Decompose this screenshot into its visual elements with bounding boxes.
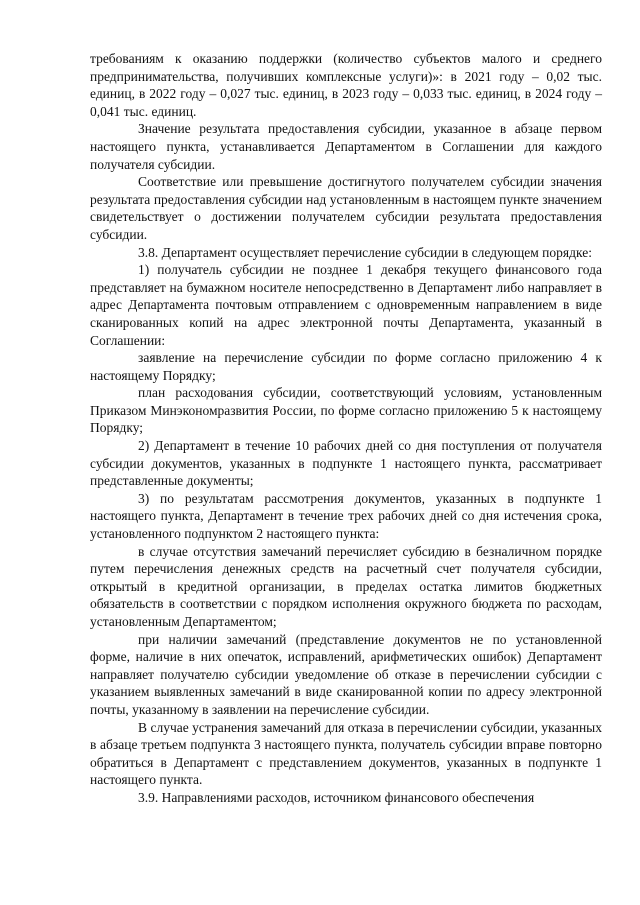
paragraph-3-8: 3.8. Департамент осуществляет перечисление субсидии в следующем порядке:	[138, 244, 592, 260]
document-page	[90, 50, 602, 807]
paragraph-no-remarks: в случае отсутствия замечаний перечисляет субсидию в безналичном порядке путем перечисления денежных средств на расчетный счет получателя субсидии, открытый в кредитной организации, в пределах остатка лимитов бюджетных обязательств в соответствии с порядком исполнения окружного бюджета по расходам, установленным Департаментом;	[90, 543, 602, 629]
paragraph-result-value: Значение результата предоставления субсидии, указанное в абзаце первом настоящего пункта, устанавливается Департаментом в Соглашении для каждого получателя субсидии.	[90, 121, 602, 172]
paragraph-resubmission: В случае устранения замечаний для отказа в перечислении субсидии, указанных в абзаце третьем подпункта 3 настоящего пункта, получатель субсидии вправе повторно обратиться в Департамент с представлением документов, указанных в подпункте 1 настоящего пункта.	[90, 719, 602, 788]
paragraph-application: заявление на перечисление субсидии по форме согласно приложению 4 к настоящему Порядку;	[90, 350, 602, 383]
paragraph-subitem-2: 2) Департамент в течение 10 рабочих дней со дня поступления от получателя субсидии документов, указанных в подпункте 1 настоящего пункта, рассматривает представленные документы;	[90, 438, 602, 489]
paragraph-3-9: 3.9. Направлениями расходов, источником финансового обеспечения	[138, 789, 535, 805]
paragraph-subitem-3: 3) по результатам рассмотрения документов, указанных в подпункте 1 настоящего пункта, Департамент в течение трех рабочих дней со дня истечения срока, установленного подпунктом 2 настоящего пункта:	[90, 490, 602, 542]
paragraph-spending-plan: план расходования субсидии, соответствующий условиям, установленным Приказом Минэкономразвития России, по форме согласно приложению 5 к настоящему Порядку;	[90, 385, 602, 436]
paragraph-with-remarks: при наличии замечаний (представление документов не по установленной форме, наличие в них опечаток, исправлений, арифметических ошибок) Департамент направляет получателю субсидии уведомление об отказе в перечислении субсидии с указанием выявленных замечаний в виде сканированной копии по адресу электронной почты, указанному в заявлении на перечисление субсидии.	[90, 631, 602, 717]
paragraph-continuation: требованиям к оказанию поддержки (количество субъектов малого и среднего предпринимательства, получивших комплексные услуги)»: в 2021 году – 0,02 тыс. единиц, в 2022 году – 0,027 тыс. единиц, в 2023 году – 0,033 тыс. единиц, в 2024 году – 0,041 тыс. единиц.	[90, 51, 602, 119]
paragraph-subitem-1: 1) получатель субсидии не позднее 1 декабря текущего финансового года представляет на бумажном носителе непосредственно в Департамент либо направляет в адрес Департамента почтовым отправлением с одновременным направлением в виде сканированных копий на адрес электронной почты Департамента, указанный в Соглашении:	[90, 262, 602, 348]
paragraph-result-achievement: Соответствие или превышение достигнутого получателем субсидии значения результата предоставления субсидии над установленным в настоящем пункте значением свидетельствует о достижении получателем субсидии результата предоставления субсидии.	[90, 174, 602, 242]
